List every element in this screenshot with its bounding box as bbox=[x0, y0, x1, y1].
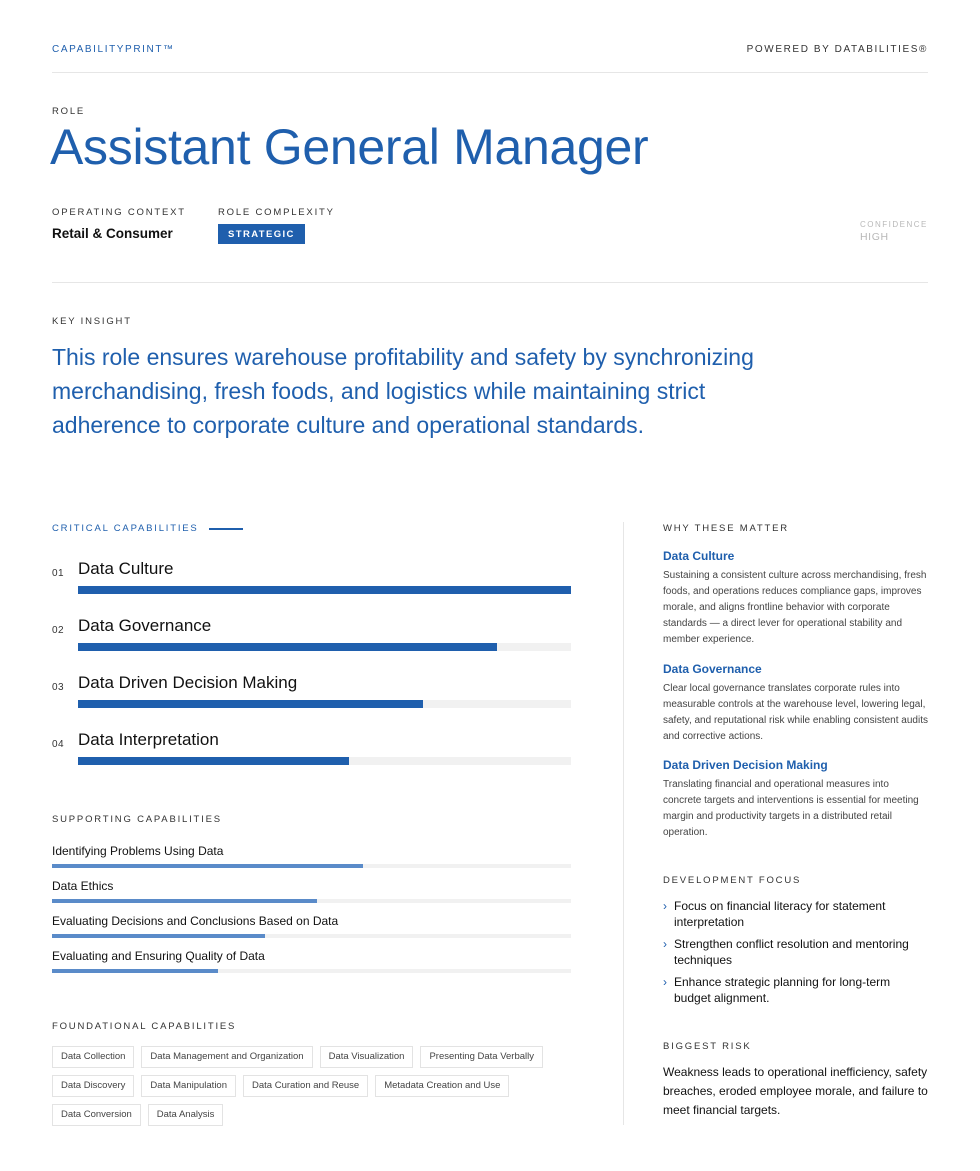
capability-bar-track bbox=[78, 586, 571, 594]
why-item bbox=[663, 549, 928, 648]
capability-bar-fill bbox=[52, 969, 218, 973]
biggest-risk-text: Weakness leads to operational inefficiency, safety breaches, eroded employee morale, and failure to meet financial targets. bbox=[663, 1065, 928, 1117]
development-item-text: Focus on financial literacy for statement interpretation bbox=[674, 899, 886, 929]
capability-name: Identifying Problems Using Data bbox=[52, 844, 224, 858]
why-item-title: Data Driven Decision Making bbox=[663, 758, 828, 772]
capability-bar-track bbox=[78, 643, 571, 651]
role-complexity-label: ROLE COMPLEXITY bbox=[218, 207, 335, 218]
development-item bbox=[663, 974, 928, 1006]
capability-bar-fill bbox=[78, 757, 349, 765]
capability-bar-track bbox=[78, 757, 571, 765]
capability-bar-fill bbox=[52, 934, 265, 938]
supporting-capabilities-label: SUPPORTING CAPABILITIES bbox=[52, 814, 222, 825]
capability-name: Data Governance bbox=[78, 616, 212, 635]
why-item bbox=[663, 662, 928, 745]
chevron-right-icon: › bbox=[663, 937, 667, 951]
capability-number: 01 bbox=[52, 568, 65, 579]
capability-chip: Presenting Data Verbally bbox=[420, 1046, 543, 1068]
capability-chip: Data Visualization bbox=[320, 1046, 414, 1068]
chevron-right-icon: › bbox=[663, 975, 667, 989]
capability-bar-fill bbox=[78, 643, 497, 651]
development-item bbox=[663, 936, 928, 968]
capability-bar-fill bbox=[52, 899, 317, 903]
capability-chip: Data Discovery bbox=[52, 1075, 134, 1097]
operating-context-label: OPERATING CONTEXT bbox=[52, 207, 186, 218]
role-complexity bbox=[218, 207, 335, 244]
development-focus-list bbox=[663, 898, 928, 1012]
supporting-capability bbox=[52, 879, 571, 907]
capability-name: Evaluating Decisions and Conclusions Based on Data bbox=[52, 914, 339, 928]
why-item bbox=[663, 758, 928, 841]
capability-bar-track bbox=[52, 934, 571, 938]
capability-chip: Data Collection bbox=[52, 1046, 134, 1068]
capability-chip: Data Curation and Reuse bbox=[243, 1075, 368, 1097]
why-these-matter-label: WHY THESE MATTER bbox=[663, 523, 789, 534]
meta-divider bbox=[52, 282, 928, 283]
development-item-text: Enhance strategic planning for long-term budget alignment. bbox=[674, 975, 891, 1005]
critical-capability bbox=[52, 561, 571, 601]
role-label: ROLE bbox=[52, 106, 86, 117]
capability-name: Data Culture bbox=[78, 559, 174, 578]
supporting-capability bbox=[52, 914, 571, 942]
header-accent-line bbox=[209, 528, 243, 530]
powered-by: POWERED BY DATABILITIES® bbox=[746, 44, 928, 55]
confidence-value: HIGH bbox=[860, 231, 889, 243]
capability-bar-fill bbox=[52, 864, 363, 868]
why-item-title: Data Governance bbox=[663, 662, 762, 676]
header-divider bbox=[52, 72, 928, 73]
capability-name: Data Ethics bbox=[52, 879, 114, 893]
capability-number: 04 bbox=[52, 739, 65, 750]
capability-bar-track bbox=[52, 899, 571, 903]
critical-capability bbox=[52, 732, 571, 772]
capability-chip: Metadata Creation and Use bbox=[375, 1075, 509, 1097]
supporting-capability bbox=[52, 844, 571, 872]
capability-chip: Data Management and Organization bbox=[141, 1046, 312, 1068]
why-item-text: Translating financial and operational measures into concrete targets and interventions is essential for meeting margin and productivity targets in a distributed retail operation. bbox=[663, 779, 919, 838]
capability-name: Data Driven Decision Making bbox=[78, 673, 298, 692]
operating-context-value: Retail & Consumer bbox=[52, 226, 173, 241]
critical-capabilities-header bbox=[52, 523, 243, 534]
top-bar bbox=[52, 44, 928, 58]
capability-chip: Data Manipulation bbox=[141, 1075, 236, 1097]
capability-bar-fill bbox=[78, 700, 423, 708]
capability-chip: Data Analysis bbox=[148, 1104, 224, 1126]
capability-number: 03 bbox=[52, 682, 65, 693]
why-item-text: Sustaining a consistent culture across merchandising, fresh foods, and operations reduces compliance gaps, improves morale, and aligns frontline behavior with corporate standards — a direct lever for operational stability and member experience. bbox=[663, 570, 927, 645]
development-focus-label: DEVELOPMENT FOCUS bbox=[663, 875, 802, 886]
column-divider bbox=[623, 522, 624, 1125]
confidence bbox=[860, 220, 928, 243]
why-item-text: Clear local governance translates corporate rules into measurable controls at the warehouse level, lowering legal, safety, and reputational risk while enabling consistent audits and corrective actions. bbox=[663, 683, 928, 742]
critical-capabilities-label: CRITICAL CAPABILITIES bbox=[52, 523, 199, 534]
key-insight-text: This role ensures warehouse profitability and safety by synchronizing merchandising, fresh foods, and logistics while maintaining strict adherence to corporate culture and operational standards. bbox=[52, 344, 754, 438]
foundational-capabilities-label: FOUNDATIONAL CAPABILITIES bbox=[52, 1021, 237, 1032]
chevron-right-icon: › bbox=[663, 899, 667, 913]
why-item-title: Data Culture bbox=[663, 549, 735, 563]
key-insight-label: KEY INSIGHT bbox=[52, 316, 132, 327]
capability-bar-track bbox=[78, 700, 571, 708]
supporting-capability bbox=[52, 949, 571, 977]
role-title: Assistant General Manager bbox=[50, 119, 649, 175]
confidence-label: CONFIDENCE bbox=[860, 220, 928, 229]
capability-chip: Data Conversion bbox=[52, 1104, 141, 1126]
critical-capability bbox=[52, 675, 571, 715]
development-item-text: Strengthen conflict resolution and mentoring techniques bbox=[674, 937, 909, 967]
biggest-risk-label: BIGGEST RISK bbox=[663, 1041, 752, 1052]
capability-bar-track bbox=[52, 969, 571, 973]
capability-number: 02 bbox=[52, 625, 65, 636]
capability-name: Evaluating and Ensuring Quality of Data bbox=[52, 949, 265, 963]
capability-name: Data Interpretation bbox=[78, 730, 219, 749]
brand-name: CAPABILITYPRINT™ bbox=[52, 44, 175, 55]
capability-bar-track bbox=[52, 864, 571, 868]
foundational-chip-list bbox=[52, 1046, 552, 1126]
operating-context bbox=[52, 207, 186, 241]
capability-bar-fill bbox=[78, 586, 571, 594]
role-complexity-badge: STRATEGIC bbox=[218, 224, 305, 244]
development-item bbox=[663, 898, 928, 930]
critical-capability bbox=[52, 618, 571, 658]
